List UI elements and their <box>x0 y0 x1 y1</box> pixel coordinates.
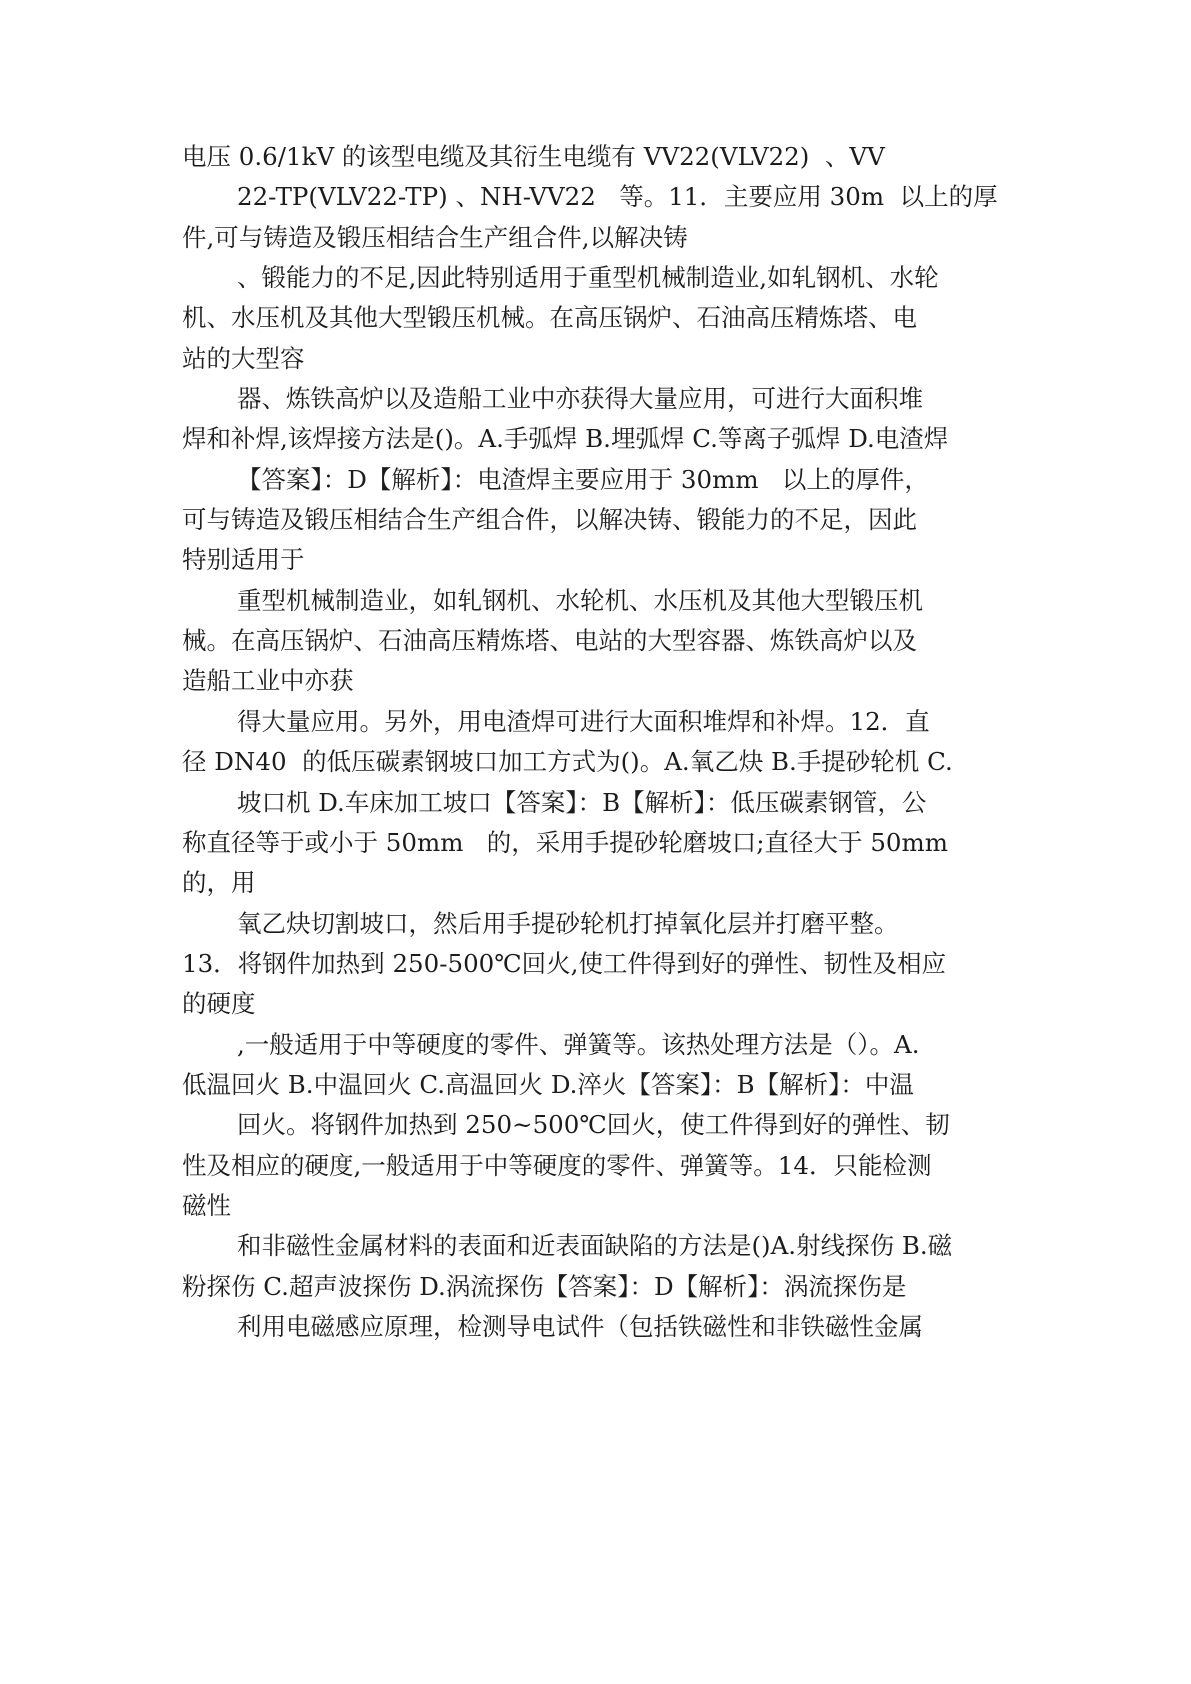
text-line: ,一般适用于中等硬度的零件、弹簧等。该热处理方法是（）。A. <box>237 1029 920 1059</box>
text-line: 利用电磁感应原理，检测导电试件（包括铁磁性和非铁磁性金属 <box>237 1311 923 1341</box>
text-line: 性及相应的硬度,一般适用于中等硬度的零件、弹簧等。14．只能检测 <box>182 1150 932 1180</box>
text-line: 得大量应用。另外，用电渣焊可进行大面积堆焊和补焊。12．直 <box>237 706 930 736</box>
text-line: 器、炼铁高炉以及造船工业中亦获得大量应用，可进行大面积堆 <box>237 384 923 414</box>
text-line: 氧乙炔切割坡口，然后用手提砂轮机打掉氧化层并打磨平整。 <box>237 908 899 938</box>
text-line: 22-TP(VLV22-TP) 、NH-VV22 等。11．主要应用 30m 以上的厚 <box>237 182 998 212</box>
text-line: 可与铸造及锻压相结合生产组合件，以解决铸、锻能力的不足，因此 <box>182 505 917 535</box>
text-line: 和非磁性金属材料的表面和近表面缺陷的方法是()A.射线探伤 B.磁 <box>237 1231 953 1261</box>
text-line: 磁性 <box>182 1190 231 1220</box>
text-line: 回火。将钢件加热到 250~500℃回火，使工件得到好的弹性、韧 <box>237 1110 950 1140</box>
text-line: 械。在高压锅炉、石油高压精炼塔、电站的大型容器、炼铁高炉以及 <box>182 626 917 656</box>
text-line: 电压 0.6/1kV 的该型电缆及其衍生电缆有 VV22(VLV22) 、VV <box>182 142 885 171</box>
text-line: 机、水压机及其他大型锻压机械。在高压锅炉、石油高压精炼塔、电 <box>182 303 917 333</box>
text-line: 低温回火 B.中温回火 C.高温回火 D.淬火【答案】：B【解析】：中温 <box>182 1069 914 1099</box>
text-line: 特别适用于 <box>182 545 305 575</box>
text-line: 、锻能力的不足,因此特别适用于重型机械制造业,如轧钢机、水轮 <box>237 263 939 293</box>
text-line: 焊和补焊,该焊接方法是()。A.手弧焊 B.埋弧焊 C.等离子弧焊 D.电渣焊 <box>182 424 949 454</box>
text-line: 13．将钢件加热到 250-500℃回火,使工件得到好的弹性、韧性及相应 <box>182 948 946 978</box>
text-line: 径 DN40 的低压碳素钢坡口加工方式为()。A.氧乙炔 B.手提砂轮机 C. <box>182 747 953 777</box>
text-line: 站的大型容 <box>182 343 305 373</box>
text-line: 坡口机 D.车床加工坡口【答案】：B【解析】：低压碳素钢管，公 <box>237 787 927 817</box>
text-line: 【答案】：D【解析】：电渣焊主要应用于 30mm 以上的厚件， <box>237 464 929 494</box>
text-line: 粉探伤 C.超声波探伤 D.涡流探伤【答案】：D【解析】：涡流探伤是 <box>182 1271 907 1301</box>
text-line: 重型机械制造业，如轧钢机、水轮机、水压机及其他大型锻压机 <box>237 585 923 615</box>
text-line: 件,可与铸造及锻压相结合生产组合件,以解决铸 <box>182 222 688 252</box>
text-line: 造船工业中亦获 <box>182 666 354 696</box>
text-line: 称直径等于或小于 50mm 的，采用手提砂轮磨坡口;直径大于 50mm <box>182 827 948 857</box>
document-body <box>182 137 1012 1347</box>
text-line: 的硬度 <box>182 989 256 1019</box>
text-line: 的，用 <box>182 868 256 898</box>
